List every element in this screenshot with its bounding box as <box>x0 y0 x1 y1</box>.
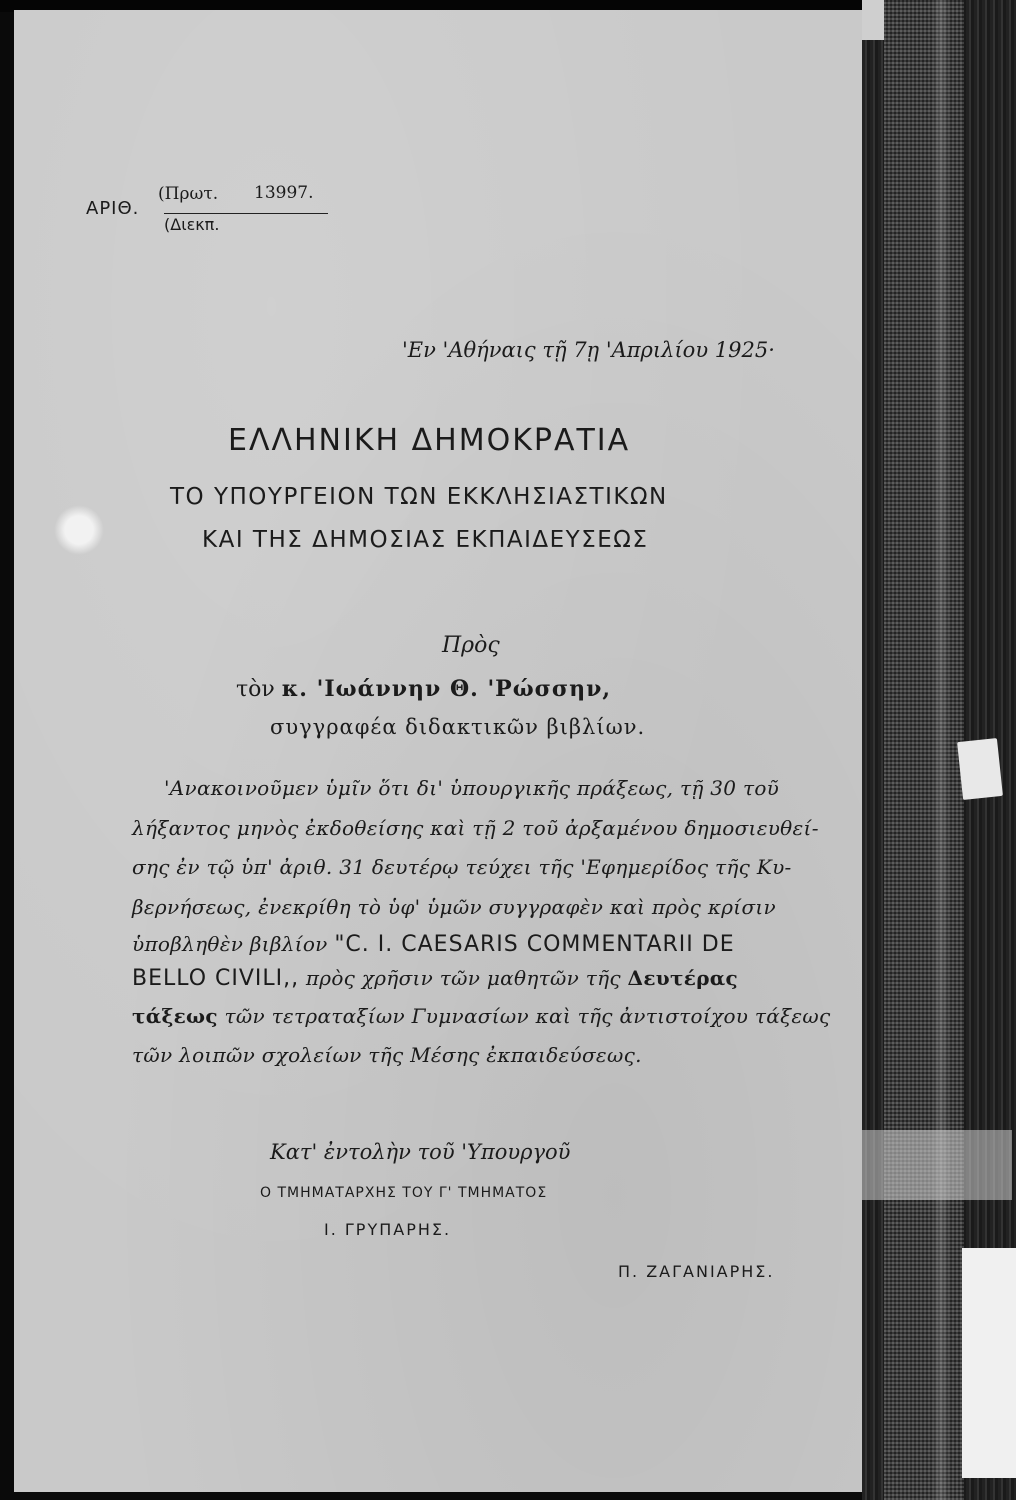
body-line: σης ἐν τῷ ὑπ' ἀριθ. 31 δευτέρῳ τεύχει τῆς 'Εφημερίδος τῆς Κυ- <box>132 855 792 879</box>
date-line: 'Εν 'Αθήναις τῇ 7ῃ 'Απριλίου 1925· <box>402 338 775 362</box>
paper-scrap <box>957 738 1003 800</box>
reference-dispatch-label: (Διεκπ. <box>164 215 220 234</box>
class-name: Δευτέρας <box>627 966 738 990</box>
signature-title: Ο ΤΜΗΜΑΤΑΡΧΗΣ ΤΟΥ Γ' ΤΜΗΜΑΤΟΣ <box>260 1185 548 1201</box>
body-text: πρὸς χρῆσιν τῶν μαθητῶν τῆς <box>305 966 621 990</box>
book-title: "C. I. CAESARIS COMMENTARII DE <box>334 932 735 957</box>
signatory-name-2: Π. ΖΑΓΑΝΙΑΡΗΣ. <box>618 1262 775 1281</box>
body-line: βερνήσεως, ἐνεκρίθη τὸ ὑφ' ὑμῶν συγγραφὲν καὶ πρὸς κρίσιν <box>132 895 777 919</box>
reference-number: 13997. <box>254 183 314 203</box>
body-line: λήξαντος μηνὸς ἐκδοθείσης καὶ τῇ 2 τοῦ ἀρξαμένου δημοσιευθεί- <box>132 816 819 840</box>
spine-label <box>962 1248 1016 1478</box>
signature-order: Κατ' ἐντολὴν τοῦ 'Υπουργοῦ <box>270 1140 571 1164</box>
class-word: τάξεως <box>132 1004 218 1028</box>
tape-strip <box>862 1130 1012 1200</box>
body-line: 'Ανακοινοῦμεν ὑμῖν ὅτι δι' ὑπουργικῆς πράξεως, τῇ 30 τοῦ <box>164 776 780 800</box>
document-page <box>14 10 872 1492</box>
body-line <box>132 1004 831 1028</box>
heading-republic: ΕΛΛΗΝΙΚΗ ΔΗΜΟΚΡΑΤΙΑ <box>228 423 631 458</box>
book-title-cont: BELLO CIVILI,, <box>132 966 300 991</box>
recipient-role: συγγραφέα διδακτικῶν βιβλίων. <box>270 715 646 739</box>
spine-cloth <box>884 0 964 1500</box>
recipient-line <box>236 676 611 702</box>
recipient-to: Πρὸς <box>442 633 500 658</box>
heading-ministry: ΤΟ ΥΠΟΥΡΓΕΙΟΝ ΤΩΝ ΕΚΚΛΗΣΙΑΣΤΙΚΩΝ <box>170 484 668 510</box>
recipient-name: κ. 'Ιωάννην Θ. 'Ρώσσην, <box>281 676 612 702</box>
reference-label: ΑΡΙΘ. <box>86 198 140 219</box>
book-spine <box>862 0 1016 1500</box>
signatory-name: Ι. ΓΡΥΠΑΡΗΣ. <box>324 1220 452 1239</box>
body-text: τῶν τετραταξίων Γυμνασίων καὶ τῆς ἀντιστοίχου τάξεως <box>224 1004 831 1028</box>
body-line <box>132 932 735 957</box>
body-line: τῶν λοιπῶν σχολείων τῆς Μέσης ἐκπαιδεύσεως. <box>132 1043 642 1067</box>
heading-ministry-cont: ΚΑΙ ΤΗΣ ΔΗΜΟΣΙΑΣ ΕΚΠΑΙΔΕΥΣΕΩΣ <box>202 527 649 553</box>
body-text: ὑποβληθὲν βιβλίον <box>132 932 328 956</box>
reference-divider <box>164 213 328 214</box>
spine-shine <box>932 0 950 1500</box>
reference-protocol-label: (Πρωτ. <box>158 184 219 204</box>
body-line <box>132 966 738 991</box>
recipient-prefix: τὸν <box>236 677 275 702</box>
paper-stain <box>54 505 104 555</box>
